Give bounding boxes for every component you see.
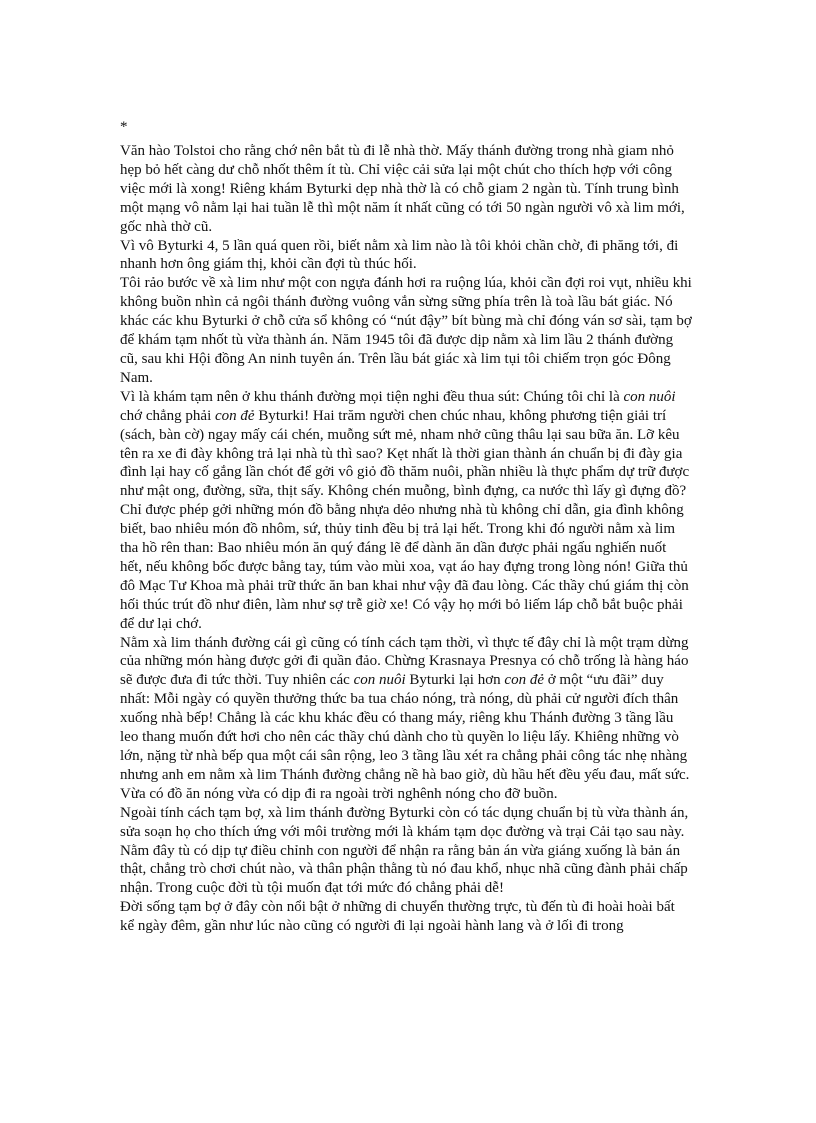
paragraph [120, 142, 692, 237]
text-run: Vì vô Byturki 4, 5 lần quá quen rồi, biết nằm xà lim nào là tôi khỏi chần chờ, đi phăng tới, đi nhanh hơn ông giám thị, khỏi cần đợi tù thúc hối. [120, 237, 679, 273]
paragraph [120, 804, 692, 899]
text-run: Văn hào Tolstoi cho rằng chớ nên bắt tù đi lễ nhà thờ. Mấy thánh đường trong nhà giam nhỏ hẹp bỏ hết càng dư chỗ nhốt thêm ít tù. Chỉ việc cải sửa lại một chút cho thích hợp với công việc mới là xong! Riêng khám Byturki dẹp nhà thờ là có chỗ giam 2 ngàn tù. Tính trung bình một mạng vô nằm lại hai tuần lễ thì một năm ít nhất cũng có tới 50 ngàn người vô xà lim mới, gốc nhà thờ cũ. [120, 143, 685, 235]
text-run: Tôi rảo bước về xà lim như một con ngựa đánh hơi ra ruộng lúa, khỏi cần đợi roi vụt, nhiều khi không buồn nhìn cả ngôi thánh đường vuông vắn sừng sững phía trên là toà lầu bát giác. Nó khác các khu Byturki ở chỗ cửa sổ không có “nút đậy” bít bùng mà chỉ đóng ván sơ sài, tạm bợ để khám tạm nhốt tù vừa thành án. Năm 1945 tôi đã được dịp nằm xà lim lầu 2 thánh đường cũ, sau khi Hội đồng An ninh tuyên án. Trên lầu bát giác xà lim tụi tôi chiếm trọn góc Đông Nam. [120, 275, 692, 386]
document-body [120, 118, 692, 936]
text-run: Ngoài tính cách tạm bợ, xà lim thánh đường Byturki còn có tác dụng chuẩn bị tù vừa thành án, sửa soạn họ cho thích ứng với môi trường mới là khám tạm dọc đường và trại Cải tạo sau này. Nằm đây tù có dịp tự điều chỉnh con người để nhận ra rằng bản án vừa giáng xuống là bản án thật, chẳng trò chơi chút nào, và thân phận thằng tù nó đau khổ, nhục nhã cũng đành phải chấp nhận. Trong cuộc đời tù tội muốn đạt tới mức đó chẳng phải dễ! [120, 804, 689, 897]
italic-text: con đẻ [214, 407, 255, 424]
paragraph [120, 274, 692, 387]
text-run: Byturki lại hơn [405, 672, 505, 689]
text-run: Nằm xà lim thánh đường cái gì cũng có tính cách tạm thời, vì thực tế đây chỉ là một trạm dừng của những món hàng được gởi đi quần đảo. Chừng Krasnaya Presnya có chỗ trống là hàng háo sẽ được đưa đi tức thời. Tuy nhiên các [120, 634, 689, 689]
italic-text: con nuôi [353, 672, 406, 689]
text-run: ở một “ưu đãi” duy nhất: Mỗi ngày có quyền thưởng thức ba tua cháo nóng, trà nóng, dù phải cử người đích thân xuống nhà bếp! Chẳng là các khu khác đều có thang máy, riêng khu Thánh đường 3 tầng lầu leo thang muốn đứt hơi cho nên các thầy chú dành cho tù quyền lo liệu lấy. Khiêng những vò lớn, nặng từ nhà bếp qua một cái sân rộng, leo 3 tầng lầu xét ra chẳng phải công tác nhẹ nhàng nhưng anh em nằm xà lim Thánh đường chẳng nề hà bao giờ, dù hầu hết đều yếu đau, mất sức. Vừa có đồ ăn nóng vừa có dịp đi ra ngoài trời nghênh nóng cho đỡ buồn. [120, 672, 690, 802]
section-marker: * [120, 119, 128, 135]
paragraph [120, 237, 692, 275]
text-run: Vì là khám tạm nên ở khu thánh đường mọi tiện nghi đều thua sút: Chúng tôi chỉ là [120, 388, 624, 405]
text-run: Đời sống tạm bợ ở đây còn nổi bật ở những di chuyển thường trực, tù đến tù đi hoài hoài bất kể ngày đêm, gần như lúc nào cũng có người đi lại ngoài hành lang và ở lối đi trong [120, 899, 675, 935]
text-run: chớ chẳng phải [120, 407, 215, 424]
paragraph [120, 634, 692, 804]
paragraph [120, 388, 692, 634]
paragraph [120, 898, 692, 936]
text-run: Byturki! Hai trăm người chen chúc nhau, không phương tiện giải trí (sách, bàn cờ) ngay mấy cái chén, muỗng sứt mẻ, nham nhở cũng thâu lại sau bữa ăn. Lỡ kêu tên ra xe đi đày không trả lại nhà tù thì sao? Kẹt nhất là thời gian thành án chuẩn bị đi đày gia đình lại hay cố gắng lần chót để gởi vô giỏ đồ thăm nuôi, phần nhiều là thực phẩm dự trữ được như mật ong, đường, sữa, thịt sấy. Không chén muỗng, bình đựng, ca nước thì lấy gì đựng đồ? Chỉ được phép gởi những món đồ bằng nhựa dẻo nhưng nhà tù không chỉ dẫn, gia đình không biết, bao nhiêu món đồ nhôm, sứ, thủy tinh đều bị trả lại hết. Trong khi đó người nằm xà lim tha hồ rên than: Bao nhiêu món ăn quý đáng lẽ để dành ăn dần được phải ngấu nghiến nuốt hết, nếu không bốc được bằng tay, túm vào mùi xoa, vạt áo hay đựng trong lòng nón! Giữa thủ đô Mạc Tư Khoa mà phải trữ thức ăn ban khai như vậy đã đau lòng. Các thầy chú giám thị còn hối thúc trút đồ như điên, làm như sợ trễ giờ xe! Có vậy họ mới bỏ liếm láp chỗ bắt buộc phải để dư lại chớ. [120, 407, 690, 632]
italic-text: con nuôi [623, 388, 676, 405]
italic-text: con đẻ [504, 672, 544, 689]
